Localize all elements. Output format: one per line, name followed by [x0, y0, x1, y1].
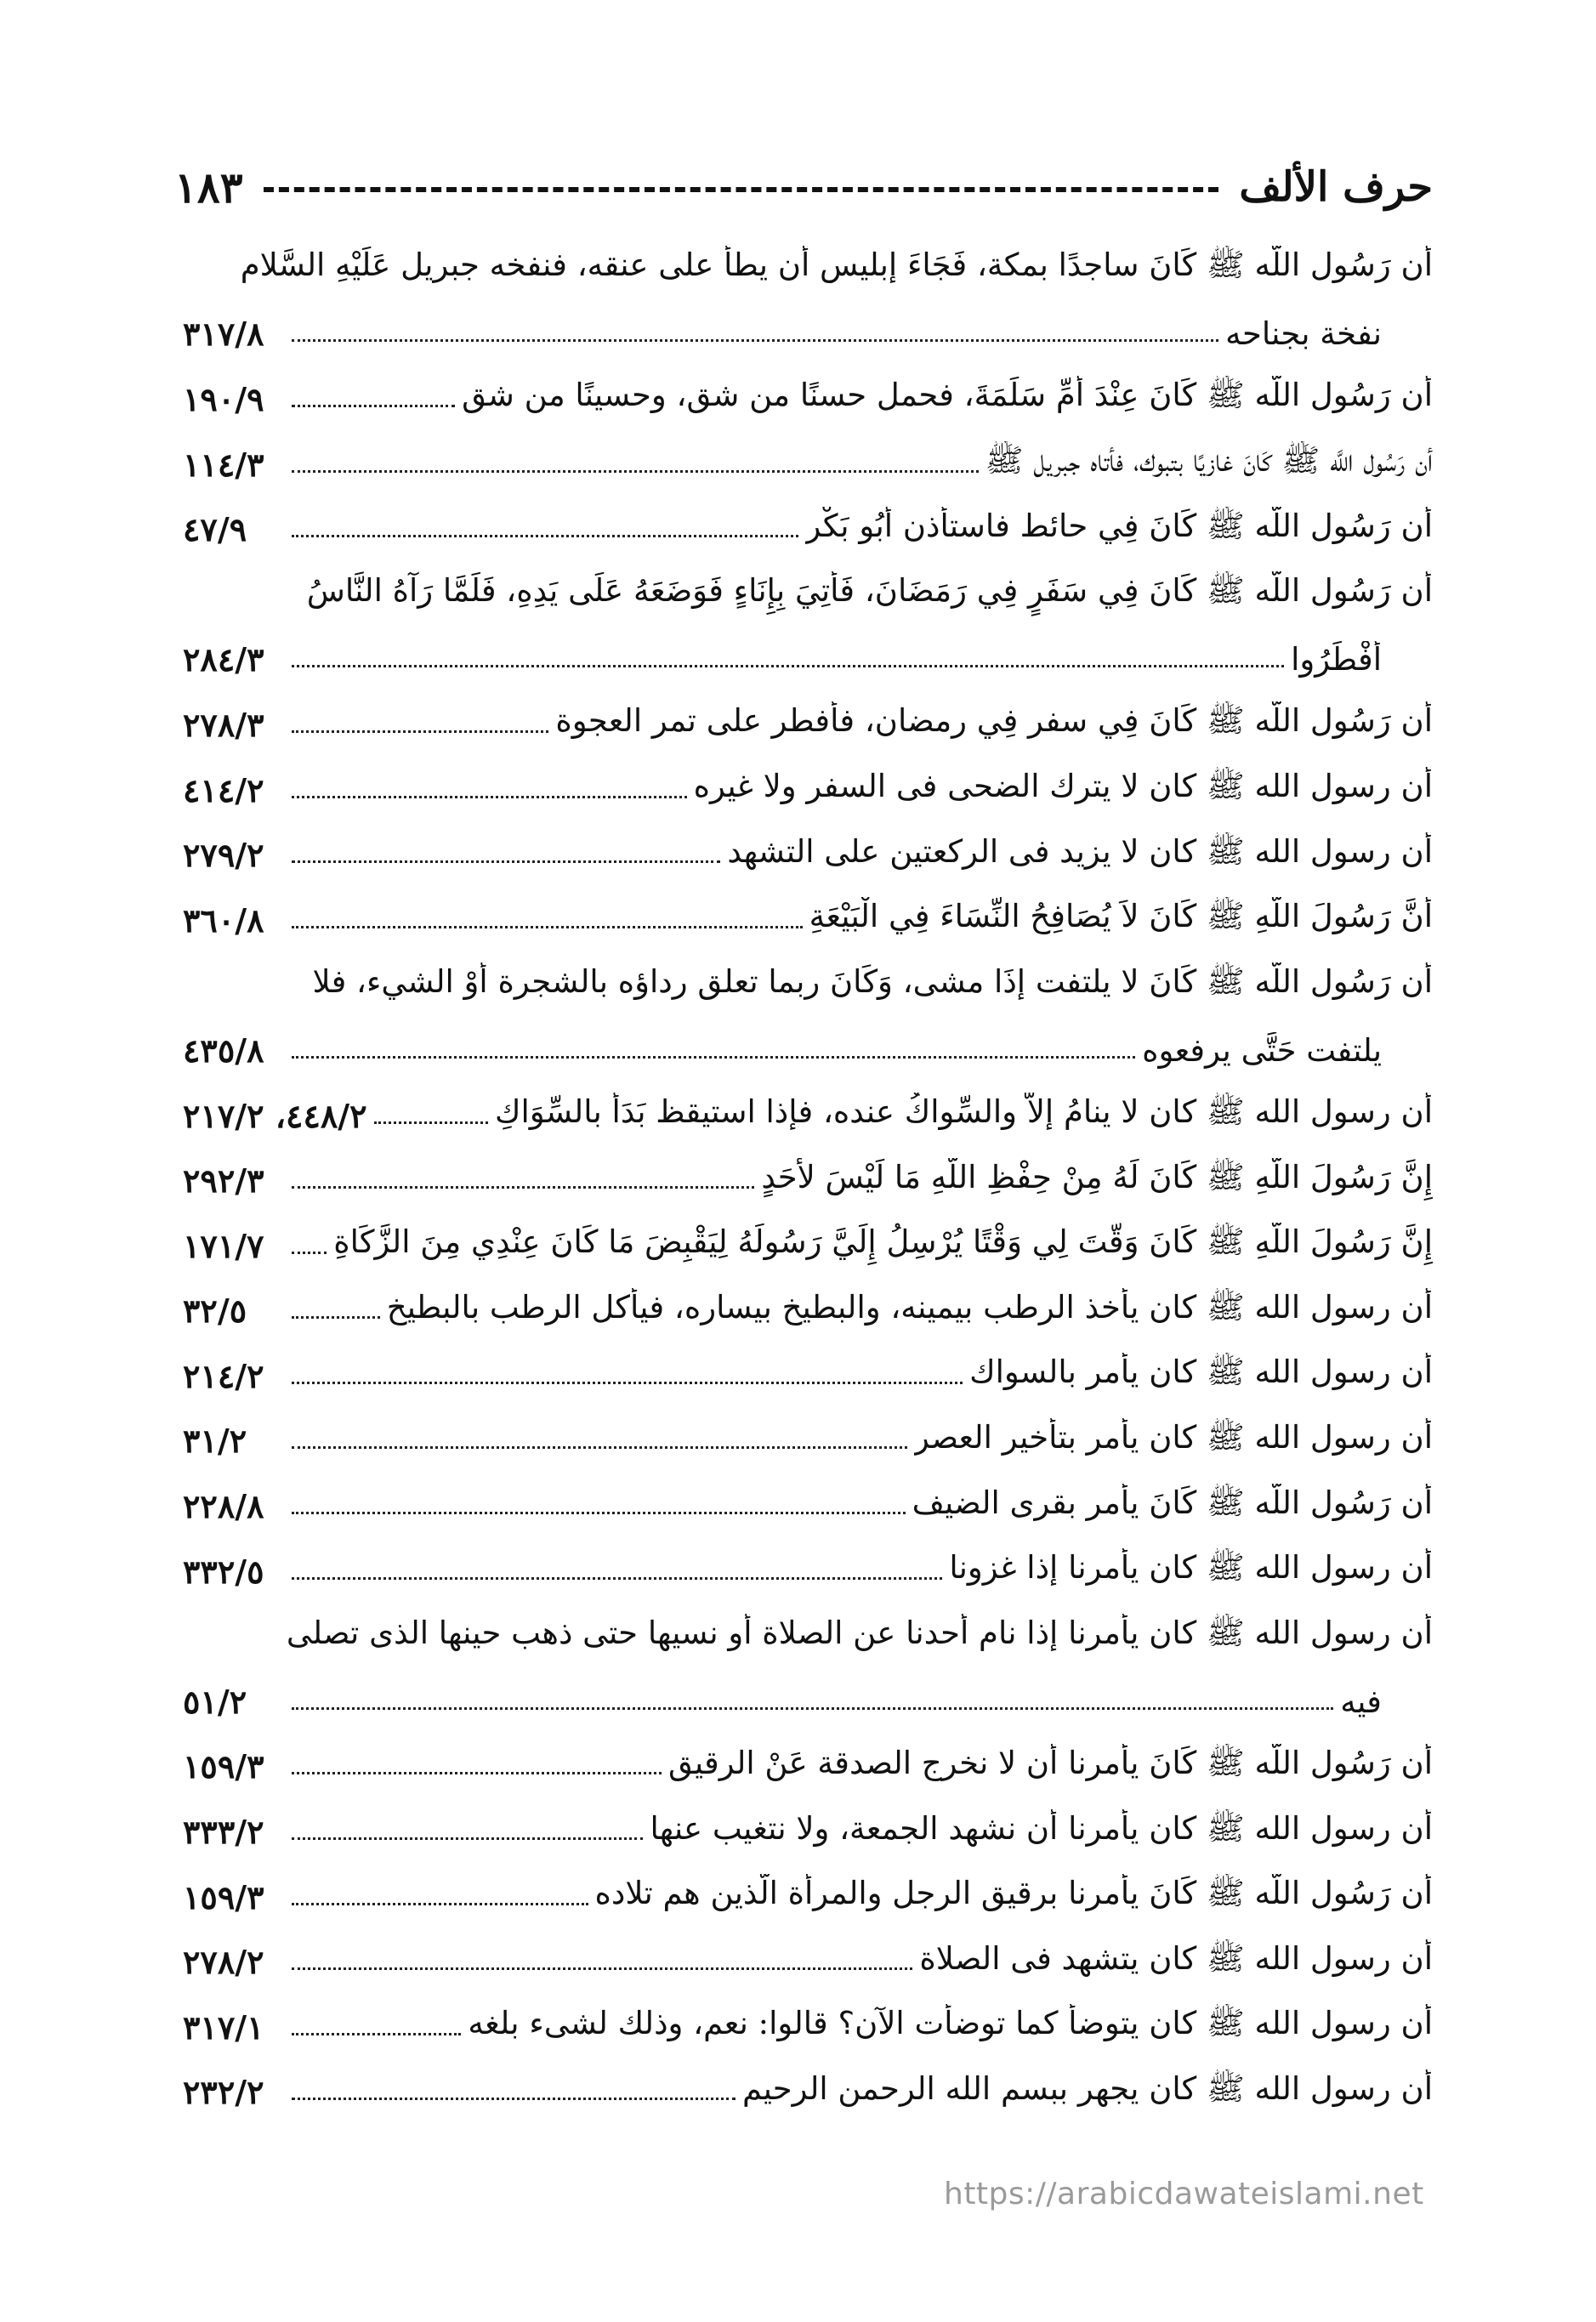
index-entry: [183, 1279, 1433, 1344]
entry-text: إِنَّ رَسُولَ اللَّهِ ﷺ كَانَ لَهُ مِنْ حِفْظِ اللَّهِ مَا لَيْسَ لأَحَدٍ: [761, 1158, 1433, 1195]
volume-page-reference: ٢٧٨/٢: [183, 1943, 264, 1982]
volume-page-reference: ٣٣٣/٢: [183, 1813, 264, 1852]
entry-text: أن رَسُول اللَّه ﷺ كَانَ يأمرنا أن لا نخرج الصدقة عَنْ الرقيق: [667, 1744, 1433, 1781]
entry-text: أن رَسُول اللَّه ﷺ كَانَ عِنْدَ أُمِّ سَلَمَةَ، فحمل حسنًا من شق، وحسينًا من شق: [462, 377, 1433, 414]
entry-text: أن رسول الله ﷺ كان يجهر ببسم الله الرحمن الرحيم: [742, 2069, 1433, 2107]
dot-leader: [292, 1772, 662, 1774]
entry-text: أن رسول الله ﷺ كان يتشهد فى الصلاة: [919, 1939, 1433, 1977]
entry-text: أفْطَرُوا: [1291, 641, 1382, 678]
index-entries: [183, 236, 1433, 2125]
index-entry: [183, 1929, 1433, 1995]
entry-text: أن رَسُول اللَّه ﷺ كَانَ يأمر بقرى الضيف: [912, 1484, 1433, 1521]
index-entry: [183, 432, 1433, 497]
index-entry-wrapped: [183, 1604, 1433, 1669]
entry-text: أن رسول الله ﷺ كان يأمر بتأخير العصر: [914, 1418, 1433, 1456]
index-entry: [183, 1343, 1433, 1409]
dot-leader: [292, 796, 687, 798]
dot-leader: [292, 730, 548, 733]
entry-text: نفخة بجناحه: [1225, 315, 1382, 353]
volume-page-reference: ٣٢/٥: [183, 1292, 247, 1331]
volume-page-reference: ٥١/٢: [183, 1682, 247, 1721]
entry-text: أن رسول الله ﷺ كان لا يزيد فى الركعتين على التشهد: [727, 832, 1433, 870]
header-divider: [264, 187, 1219, 192]
dot-leader: [292, 860, 720, 863]
index-entry: [183, 1865, 1433, 1930]
page-number: ١٨٣: [174, 162, 243, 213]
dot-leader: [292, 339, 1218, 342]
volume-page-reference: ٢٣٢/٢: [183, 2073, 264, 2112]
entry-text: أن رسول الله ﷺ كان يتوضأ كما توضأت الآن؟ قالوا: نعم، وذلك لشىء بلغه: [468, 2005, 1433, 2042]
dot-leader: [292, 2098, 736, 2100]
entry-text: فيه: [1340, 1683, 1382, 1720]
index-entry: [183, 822, 1433, 888]
section-title: حرف الألف: [1239, 163, 1433, 211]
index-entry: [183, 1213, 1433, 1279]
index-entry: [183, 2060, 1433, 2126]
index-entry: [183, 497, 1433, 562]
volume-page-reference: ١٥٩/٣: [183, 1747, 264, 1786]
index-entry: [183, 366, 1433, 432]
index-entry-wrapped: [183, 562, 1433, 627]
volume-page-reference: ٣١٧/٨: [183, 315, 264, 354]
index-entry: [183, 1083, 1433, 1149]
entry-text: يلتفت حَتَّى يرفعوه: [1142, 1031, 1382, 1069]
dot-leader: [292, 1056, 1135, 1059]
index-entry: [183, 1995, 1433, 2060]
index-entry: [183, 1473, 1433, 1539]
volume-page-reference: ٢١٤/٢: [183, 1356, 264, 1395]
dot-leader: [292, 470, 979, 473]
volume-page-reference: ٤٧/٩: [183, 510, 247, 549]
volume-page-reference: ٢٩٢/٣: [183, 1161, 264, 1201]
index-entry: [183, 302, 1433, 367]
index-entry: [183, 888, 1433, 953]
dot-leader: [292, 1186, 754, 1189]
dot-leader: [292, 1903, 588, 1905]
dot-leader: [292, 665, 1284, 667]
entry-text: أن رسول الله ﷺ كان لا يترك الضحى فى السفر ولا غيره: [693, 768, 1433, 805]
entry-text: أن رَسُول اللَّه ﷺ كَانَ ساجدًا بمكة، فَجَاءَ إبليس أن يطأ على عنقه، فنفخه جبريل عَلَيْهِ السَّلام: [240, 247, 1433, 284]
index-entry: [183, 1409, 1433, 1474]
entry-text: أن رَسُول اللَّه ﷺ كَانَ غازيًا بتبوك، فأتاه جبريل ﷺ: [985, 442, 1433, 480]
entry-text: أن رسول الله ﷺ كان يأمرنا إذا غزونا: [949, 1549, 1433, 1587]
dot-leader: [292, 1707, 1333, 1710]
entry-text: أن رَسُول اللَّه ﷺ كَانَ لا يلتفت إذَا مشى، وَكَانَ ربما تعلق رداؤه بالشجرة أَوْ الشيء، فلا: [312, 962, 1433, 1000]
dot-leader: [292, 1837, 643, 1840]
volume-page-reference: ١٧١/٧: [183, 1226, 264, 1265]
index-entry: [183, 1669, 1433, 1734]
dot-leader: [292, 926, 803, 928]
index-entry: [183, 1799, 1433, 1865]
dot-leader: [292, 2033, 461, 2035]
volume-page-reference: ٣٦٠/٨: [183, 900, 264, 940]
entry-text: أن رسول الله ﷺ كان يأمر بالسواك: [969, 1354, 1433, 1391]
volume-page-reference: ٣١/٢: [183, 1422, 247, 1461]
watermark: https://arabicdawateislami.net: [944, 2177, 1424, 2211]
index-entry: [183, 1018, 1433, 1083]
volume-page-reference: ٣١٧/١: [183, 2007, 264, 2047]
volume-page-reference: ٣٣٢/٥: [183, 1552, 264, 1591]
dot-leader: [374, 1121, 488, 1124]
entry-text: أن رسول الله ﷺ كان يأخذ الرطب بيمينه، والبطيخ بيساره، فيأكل الرطب بالبطيخ: [386, 1288, 1433, 1326]
dot-leader: [292, 1316, 380, 1319]
index-entry: [183, 627, 1433, 693]
index-entry-wrapped: [183, 953, 1433, 1019]
index-entry: [183, 1539, 1433, 1604]
dot-leader: [292, 1512, 906, 1514]
entry-text: أن رَسُول اللَّه ﷺ كَانَ يأمرنا برقيق الرجل والمرأة الَّذين هم تلاده: [594, 1875, 1433, 1912]
entry-text: أن رَسُول اللَّه ﷺ كَانَ فِي سَفَرٍ فِي رَمَضَانَ، فَأُتِيَ بِإِنَاءٍ فَوَضَعَهُ عَلَى يَدِهِ، فَلَمَّا رَآهُ النَّاسُ: [306, 572, 1433, 610]
dot-leader: [292, 1967, 912, 1970]
dot-leader: [292, 1382, 963, 1384]
dot-leader: [292, 405, 455, 407]
index-entry: [183, 1734, 1433, 1800]
entry-text: أن رسول الله ﷺ كان لا ينامُ إلاَّ والسِّواكُ عنده، فإذا استيقظ بَدَأَ بالسِّوَاكِ: [495, 1093, 1433, 1131]
entry-text: أَنَّ رَسُولَ اللَّهِ ﷺ كَانَ لاَ يُصَافِحُ النِّسَاءَ فِي الْبَيْعَةِ: [809, 898, 1433, 935]
index-entry-wrapped: [183, 236, 1433, 302]
volume-page-reference: ١٩٠/٩: [183, 379, 264, 418]
page-header: [174, 153, 1433, 221]
volume-page-reference: ١١٤/٣: [183, 445, 264, 484]
index-entry: [183, 1148, 1433, 1213]
dot-leader: [292, 1577, 942, 1580]
volume-page-reference: ٢٨٤/٣: [183, 640, 264, 679]
index-entry: [183, 692, 1433, 758]
volume-page-reference: ٤٤٨/٢، ٢١٧/٢: [183, 1096, 367, 1135]
dot-leader: [292, 1446, 907, 1449]
dot-leader: [292, 535, 798, 537]
entry-text: أن رَسُول اللَّه ﷺ كَانَ فِي حائط فاستأذن أَبُو بَكْر: [805, 507, 1433, 544]
volume-page-reference: ٢٧٨/٣: [183, 705, 264, 744]
volume-page-reference: ٤١٤/٢: [183, 770, 264, 809]
volume-page-reference: ٢٢٨/٨: [183, 1487, 264, 1526]
entry-text: أن رَسُول اللَّه ﷺ كَانَ فِي سفر فِي رمضان، فأفطر على تمر العجوة: [555, 702, 1433, 740]
volume-page-reference: ١٥٩/٣: [183, 1877, 264, 1916]
entry-text: أن رسول الله ﷺ كان يأمرنا إذا نام أحدنا عن الصلاة أو نسيها حتى ذهب حينها الذى تصلى: [286, 1614, 1433, 1651]
dot-leader: [292, 1252, 327, 1254]
entry-text: إِنَّ رَسُولَ اللَّهِ ﷺ كَانَ وَقَّتَ لِي وَقْتًا يُرْسِلُ إِلَيَّ رَسُولَهُ لِيَقْبِضَ مَا كَانَ عِنْدِي مِنَ الزَّكَاةِ: [333, 1223, 1433, 1261]
volume-page-reference: ٢٧٩/٢: [183, 836, 264, 875]
entry-text: أن رسول الله ﷺ كان يأمرنا أن نشهد الجمعة، ولا نتغيب عنها: [650, 1809, 1433, 1847]
index-entry: [183, 758, 1433, 823]
volume-page-reference: ٤٣٥/٨: [183, 1030, 264, 1070]
